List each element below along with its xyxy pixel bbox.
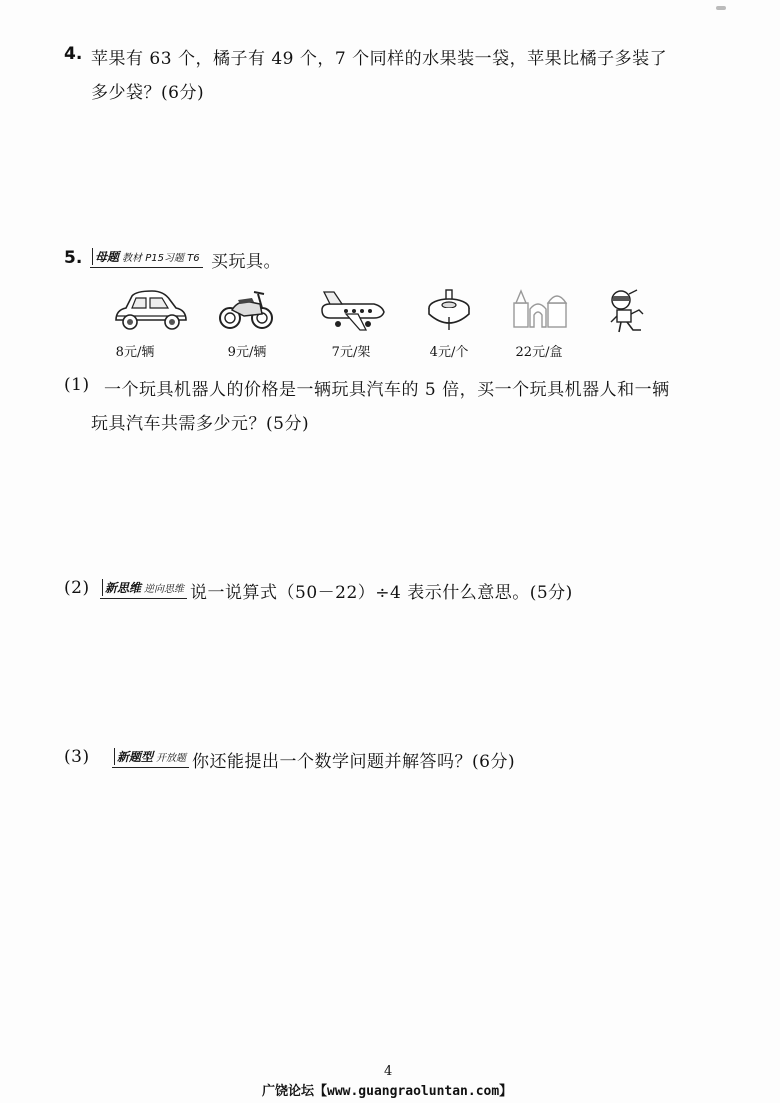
- q5-1-number: (1): [64, 375, 90, 395]
- badge-main-label: 新思维: [102, 579, 141, 596]
- q5-2-number: (2): [64, 578, 90, 598]
- q5-title: 买玩具。: [211, 252, 281, 272]
- q5-number: 5.: [64, 248, 83, 268]
- spinning-top-icon: [425, 288, 473, 334]
- q5-2-text: 说一说算式（50－22）÷4 表示什么意思。(5分): [190, 583, 573, 603]
- car-price: 8元/辆: [115, 345, 155, 360]
- blocks-price: 22元/盒: [515, 345, 563, 360]
- footer-watermark: 广饶论坛【www.guangraoluntan.com】: [262, 1084, 513, 1099]
- q5-3-number: (3): [64, 747, 90, 767]
- badge-main-label: 母题: [92, 248, 119, 265]
- scan-mark: [716, 6, 726, 10]
- q5-3-badge: [112, 748, 189, 768]
- q4-number: 4.: [64, 44, 83, 64]
- page-number: 4: [384, 1064, 393, 1079]
- q5-1-text-line1: 一个玩具机器人的价格是一辆玩具汽车的 5 倍，买一个玩具机器人和一辆: [104, 380, 670, 400]
- robot-icon: [607, 288, 651, 336]
- q5-source-badge: [90, 248, 203, 268]
- badge-sub-label: 教材 P15习题 T6: [122, 253, 200, 264]
- car-icon: [112, 288, 190, 332]
- q4-text-line2: 多少袋？(6分): [91, 83, 205, 103]
- airplane-price: 7元/架: [331, 345, 371, 360]
- badge-main-label: 新题型: [114, 748, 153, 765]
- q5-1-text-line2: 玩具汽车共需多少元？(5分): [91, 414, 310, 434]
- q5-3-text: 你还能提出一个数学问题并解答吗？(6分): [192, 752, 516, 772]
- motorcycle-icon: [218, 286, 274, 332]
- q4-text-line1: 苹果有 63 个，橘子有 49 个，7 个同样的水果装一袋，苹果比橘子多装了: [91, 49, 668, 69]
- airplane-icon: [316, 290, 386, 332]
- motorcycle-price: 9元/辆: [227, 345, 267, 360]
- badge-sub-label: 逆向思维: [144, 584, 185, 595]
- top-price: 4元/个: [429, 345, 469, 360]
- building-blocks-icon: [512, 287, 570, 329]
- q5-2-badge: [100, 579, 187, 599]
- badge-sub-label: 开放题: [156, 753, 187, 764]
